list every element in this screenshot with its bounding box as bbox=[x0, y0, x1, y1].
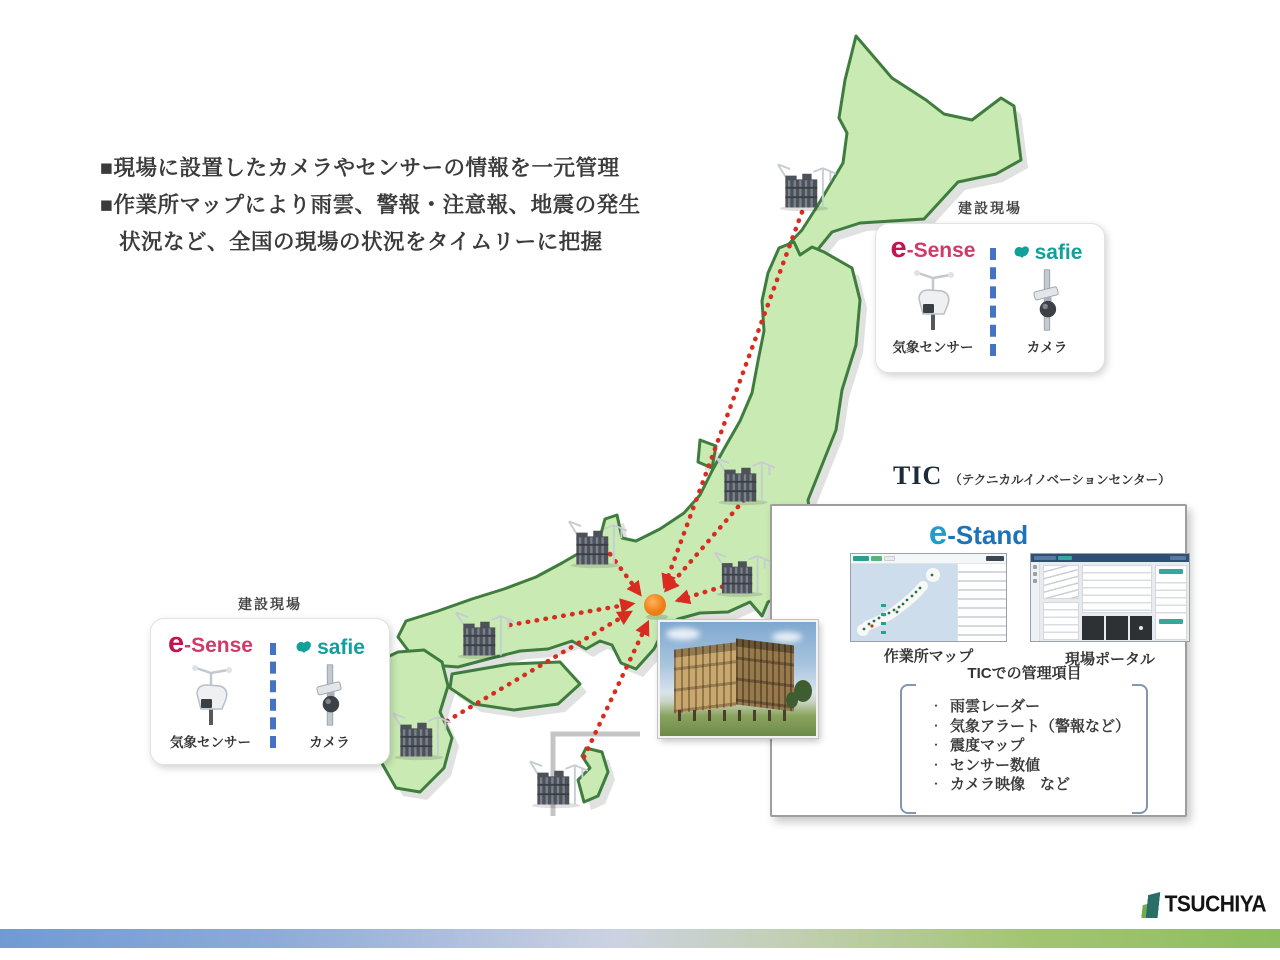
list-item bbox=[930, 774, 1130, 794]
esense-logo bbox=[168, 627, 253, 663]
mock-main-table bbox=[1082, 565, 1152, 613]
mock-camera-thumbnail bbox=[1082, 616, 1104, 640]
tsuchiya-logo-mark bbox=[1142, 892, 1159, 918]
headline-bullets bbox=[100, 150, 641, 261]
mock-button bbox=[853, 556, 869, 561]
mock-list-panel bbox=[957, 564, 1006, 642]
tic-heading bbox=[893, 461, 1171, 491]
site-card-right bbox=[875, 223, 1105, 373]
mock-toolbar bbox=[851, 554, 1006, 564]
mock-list-markers bbox=[881, 604, 886, 638]
mock-play-dot bbox=[1139, 626, 1143, 630]
safie-bird-icon bbox=[1012, 244, 1032, 262]
bullet-line: ■作業所マップにより雨雲、警報・注意報、地震の発生 bbox=[100, 193, 641, 217]
list-item bbox=[930, 755, 1130, 775]
construction-site-icon bbox=[454, 606, 514, 660]
camera-icon bbox=[311, 663, 349, 727]
estand-e-mark: e bbox=[928, 514, 948, 551]
esense-e-mark: e bbox=[167, 627, 185, 659]
list-bullet: ・ bbox=[930, 718, 943, 733]
list-item bbox=[930, 735, 1130, 755]
bullet-line: 状況など、全国の現場の状況をタイムリーに把握 bbox=[119, 230, 603, 254]
mock-sidebar-lines bbox=[1156, 576, 1186, 616]
safie-bird-icon bbox=[294, 639, 314, 657]
mock-camera-thumbnail bbox=[1130, 616, 1152, 640]
building-left-face bbox=[674, 642, 736, 714]
right-bracket bbox=[1132, 684, 1148, 814]
mock-chart-panel bbox=[1043, 565, 1079, 599]
tic-building-photo bbox=[658, 620, 818, 738]
safie-logo-text: safie bbox=[1034, 241, 1083, 264]
construction-site-icon bbox=[713, 546, 770, 598]
mock-action-chip bbox=[1159, 619, 1183, 624]
mock-tab-chip bbox=[1058, 556, 1072, 560]
mock-action-chip bbox=[1159, 569, 1183, 574]
list-bullet: ・ bbox=[930, 699, 943, 714]
site-portal-screenshot bbox=[1030, 553, 1190, 642]
mock-user-chip bbox=[1170, 556, 1186, 560]
mock-portal-rail bbox=[1031, 562, 1040, 641]
site-card-left bbox=[150, 618, 390, 765]
tic-box bbox=[770, 504, 1187, 817]
esense-logo-text: -Sense bbox=[184, 634, 253, 657]
weather-sensor-icon bbox=[898, 268, 968, 332]
footer-gradient-bar bbox=[0, 929, 1280, 948]
camera-label: カメラ bbox=[1026, 340, 1068, 355]
construction-site-icon bbox=[528, 755, 588, 809]
list-item-text: カメラ映像 など bbox=[950, 776, 1071, 794]
construction-site-icon bbox=[715, 452, 775, 506]
safie-column bbox=[990, 232, 1104, 372]
tic-title: TIC bbox=[893, 461, 943, 490]
mock-button bbox=[884, 556, 895, 561]
dashed-divider bbox=[990, 248, 996, 356]
list-item bbox=[930, 716, 1130, 736]
list-bullet: ・ bbox=[930, 777, 943, 792]
bullet-line: ■現場に設置したカメラやセンサーの情報を一元管理 bbox=[100, 156, 620, 180]
safie-column bbox=[270, 627, 389, 764]
list-item-text: センサー数値 bbox=[950, 756, 1041, 774]
list-item-text: 雨雲レーダー bbox=[950, 698, 1041, 716]
dashed-divider bbox=[270, 643, 276, 748]
mock-side-table bbox=[1043, 602, 1079, 640]
esense-e-mark: e bbox=[890, 232, 907, 264]
worksite-map-screenshot bbox=[850, 553, 1007, 642]
tic-subtitle: （テクニカルイノベーションセンター） bbox=[949, 473, 1171, 487]
camera-icon bbox=[1028, 268, 1066, 332]
tic-items-title: TICでの管理項目 bbox=[967, 665, 1082, 682]
list-item bbox=[930, 696, 1130, 716]
site-card-label: 建設現場 bbox=[238, 596, 302, 612]
camera-label: カメラ bbox=[309, 735, 350, 750]
list-bullet: ・ bbox=[930, 738, 943, 753]
mock-map-body bbox=[851, 564, 1006, 642]
sensor-label: 気象センサー bbox=[892, 340, 974, 355]
safie-logo bbox=[294, 627, 365, 663]
construction-site-icon bbox=[391, 707, 451, 761]
list-item-text: 気象アラート（警報など） bbox=[950, 717, 1131, 735]
mock-button bbox=[871, 556, 882, 561]
safie-logo bbox=[1012, 232, 1083, 268]
mock-japan-minimap bbox=[851, 564, 957, 642]
estand-logo-text: -Stand bbox=[947, 520, 1029, 550]
mock-camera-thumbnail bbox=[1106, 616, 1128, 640]
esense-logo-text: -Sense bbox=[906, 239, 976, 262]
esense-column bbox=[151, 627, 270, 764]
mock-right-sidebar bbox=[1155, 565, 1187, 640]
estand-logo bbox=[772, 514, 1185, 552]
sensor-label: 気象センサー bbox=[170, 735, 251, 750]
construction-site-icon bbox=[567, 515, 627, 569]
map-island-sado bbox=[698, 440, 716, 468]
safie-logo-text: safie bbox=[317, 636, 365, 659]
tree bbox=[786, 692, 798, 708]
left-bracket bbox=[900, 684, 916, 814]
cloud bbox=[772, 632, 802, 642]
site-card-label: 建設現場 bbox=[958, 200, 1022, 216]
cloud bbox=[666, 628, 700, 640]
hub-dot bbox=[644, 594, 666, 616]
weather-sensor-icon bbox=[176, 663, 246, 727]
mock-rail-icon bbox=[1033, 572, 1037, 576]
esense-logo bbox=[890, 232, 975, 268]
building-pilotis bbox=[678, 710, 794, 721]
esense-column bbox=[876, 232, 990, 372]
tsuchiya-logo-text: TSUCHIYA bbox=[1164, 891, 1266, 917]
tsuchiya-logo bbox=[1142, 892, 1266, 918]
list-bullet: ・ bbox=[930, 757, 943, 772]
logo-bar-tall bbox=[1145, 892, 1160, 918]
construction-site-icon bbox=[776, 158, 836, 212]
map-screenshot-caption: 作業所マップ bbox=[883, 648, 974, 665]
mock-map-area bbox=[851, 564, 957, 642]
mock-rail-icon bbox=[1033, 565, 1037, 569]
portal-screenshot-caption: 現場ポータル bbox=[1064, 651, 1155, 668]
mock-rail-icon bbox=[1033, 579, 1037, 583]
tic-items-list bbox=[930, 696, 1130, 794]
list-item-text: 震度マップ bbox=[950, 737, 1025, 755]
mock-title-chip bbox=[1034, 556, 1056, 560]
mock-button bbox=[986, 556, 1004, 561]
mock-portal-topbar bbox=[1031, 554, 1189, 562]
